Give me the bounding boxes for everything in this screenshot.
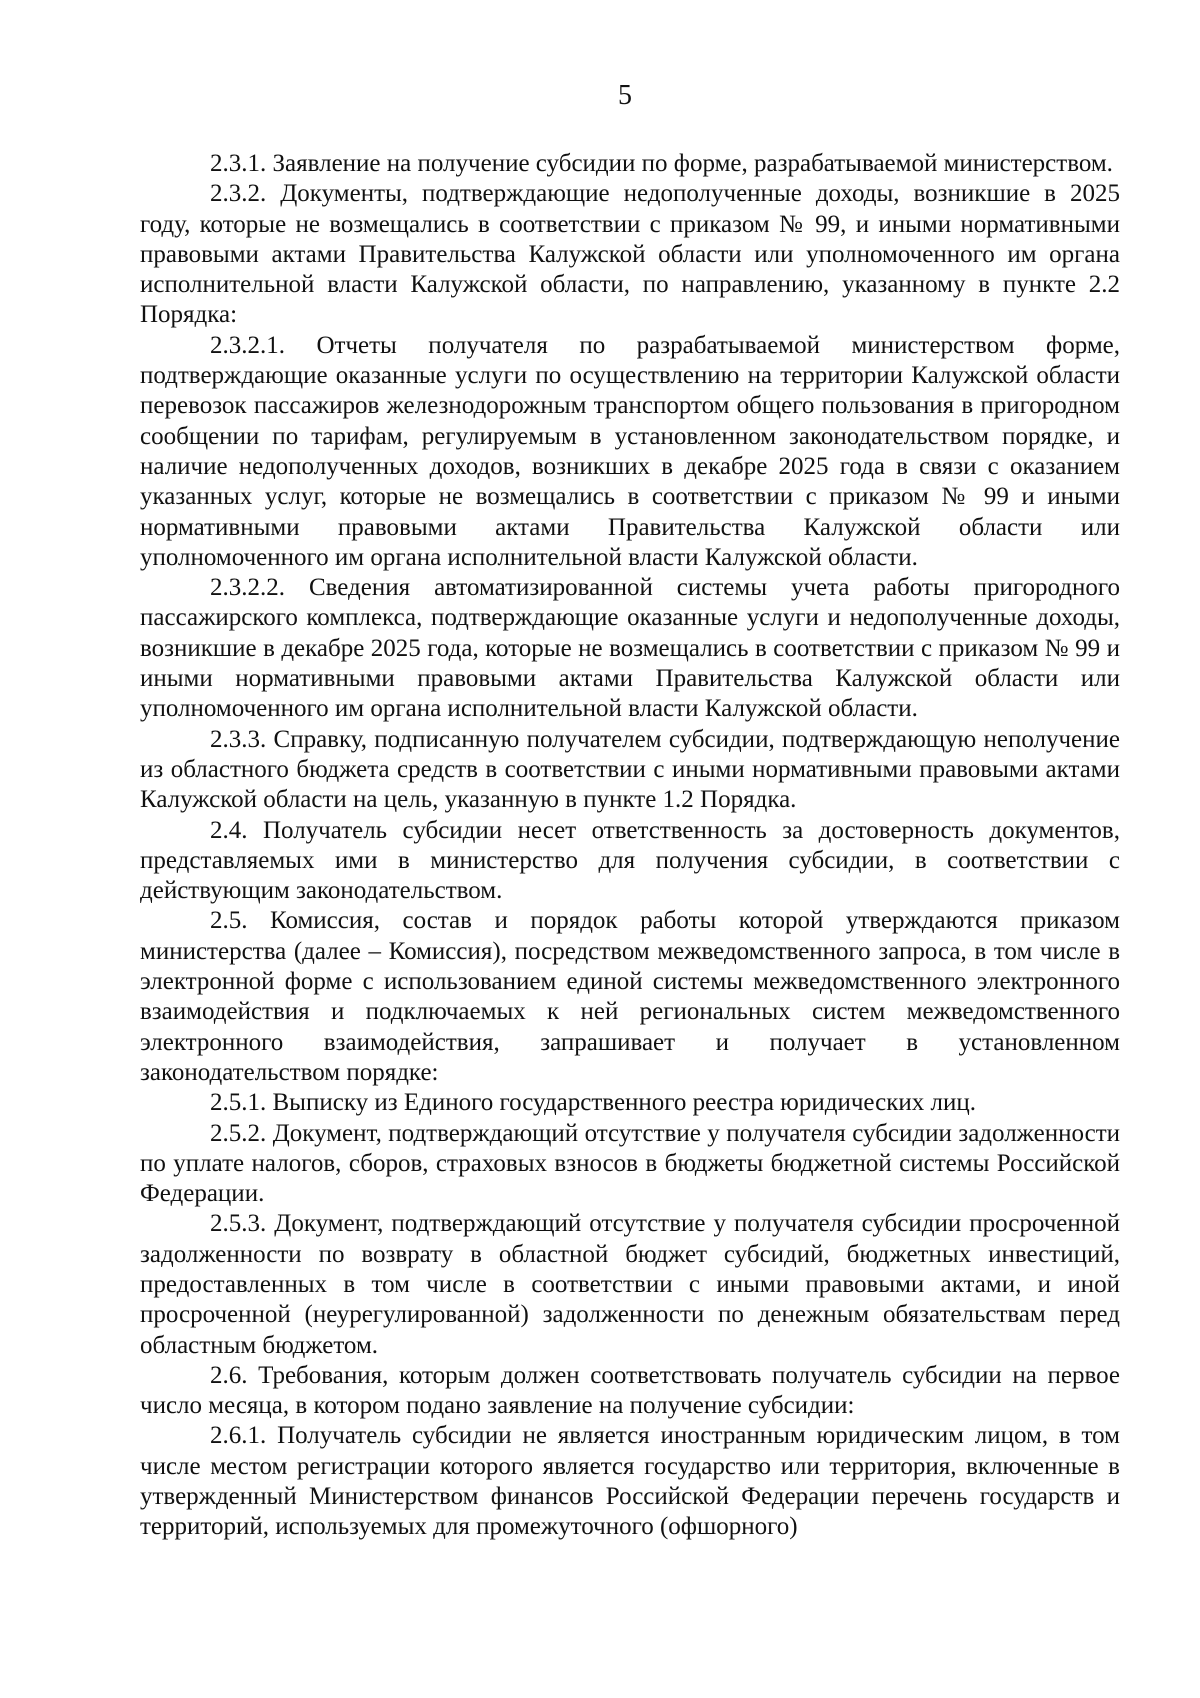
paragraph-2-3-2-2: 2.3.2.2. Сведения автоматизированной системы учета работы пригородного пассажирского комплекса, подтверждающие оказанные услуги и недополученные доходы, возникшие в декабре 2025 года, которые не возмещались в соответствии с приказом № 99 и иными нормативными правовыми актами Правительства Калужской области или уполномоченного им органа исполнительной власти Калужской области. bbox=[140, 574, 1120, 723]
paragraph-2-3-2-1: 2.3.2.1. Отчеты получателя по разрабатываемой министерством форме, подтверждающие оказанные услуги по осуществлению на территории Калужской области перевозок пассажиров железнодорожным транспортом общего пользования в пригородном сообщении по тарифам, регулируемым в установленном законодательством порядке, и наличие недополученных доходов, возникших в декабре 2025 года в связи с оказанием указанных услуг, которые не возмещались в соответствии с приказом № 99 и иными нормативными правовыми актами Правительства Калужской области или уполномоченного им органа исполнительной власти Калужской области. bbox=[140, 331, 1120, 571]
paragraph-2-5-2: 2.5.2. Документ, подтверждающий отсутствие у получателя субсидии задолженности по уплате налогов, сборов, страховых взносов в бюджеты бюджетной системы Российской Федерации. bbox=[140, 1119, 1120, 1208]
paragraph-2-6-1: 2.6.1. Получатель субсидии не является иностранным юридическим лицом, в том числе местом регистрации которого является государство или территория, включенные в утвержденный Министерством финансов Российской Федерации перечень государств и территорий, используемых для промежуточного (офшорного) bbox=[140, 1422, 1120, 1541]
paragraph-2-5-3: 2.5.3. Документ, подтверждающий отсутствие у получателя субсидии просроченной задолженности по возврату в областной бюджет субсидий, бюджетных инвестиций, предоставленных в том числе в соответствии с иными правовыми актами, и иной просроченной (неурегулированной) задолженности по денежным обязательствам перед областным бюджетом. bbox=[140, 1210, 1120, 1359]
paragraph-2-6: 2.6. Требования, которым должен соответствовать получатель субсидии на первое число месяца, в котором подано заявление на получение субсидии: bbox=[140, 1361, 1120, 1420]
paragraph-2-3-2: 2.3.2. Документы, подтверждающие недополученные доходы, возникшие в 2025 году, которые не возмещались в соответствии с приказом № 99, и иными нормативными правовыми актами Правительства Калужской области или уполномоченного им органа исполнительной власти Калужской области, по направлению, указанному в пункте 2.2 Порядка: bbox=[140, 180, 1120, 329]
page-number: 5 bbox=[618, 80, 632, 111]
paragraph-2-5-1: 2.5.1. Выписку из Единого государственного реестра юридических лиц. bbox=[210, 1089, 976, 1117]
paragraph-2-3-1: 2.3.1. Заявление на получение субсидии по форме, разрабатываемой министерством. bbox=[210, 150, 1113, 177]
paragraph-2-3-3: 2.3.3. Справку, подписанную получателем субсидии, подтверждающую неполучение из областного бюджета средств в соответствии с иными нормативными правовыми актами Калужской области на цель, указанную в пункте 1.2 Порядка. bbox=[140, 725, 1120, 814]
document-body bbox=[140, 149, 1120, 1543]
paragraph-2-5: 2.5. Комиссия, состав и порядок работы которой утверждаются приказом министерства (далее – Комиссия), посредством межведомственного запроса, в том числе в электронной форме с использованием единой системы межведомственного электронного взаимодействия и подключаемых к ней региональных систем межведомственного электронного взаимодействия, запрашивает и получает в установленном законодательством порядке: bbox=[140, 907, 1120, 1086]
paragraph-2-4: 2.4. Получатель субсидии несет ответственность за достоверность документов, представляемых ими в министерство для получения субсидии, в соответствии с действующим законодательством. bbox=[140, 816, 1120, 905]
